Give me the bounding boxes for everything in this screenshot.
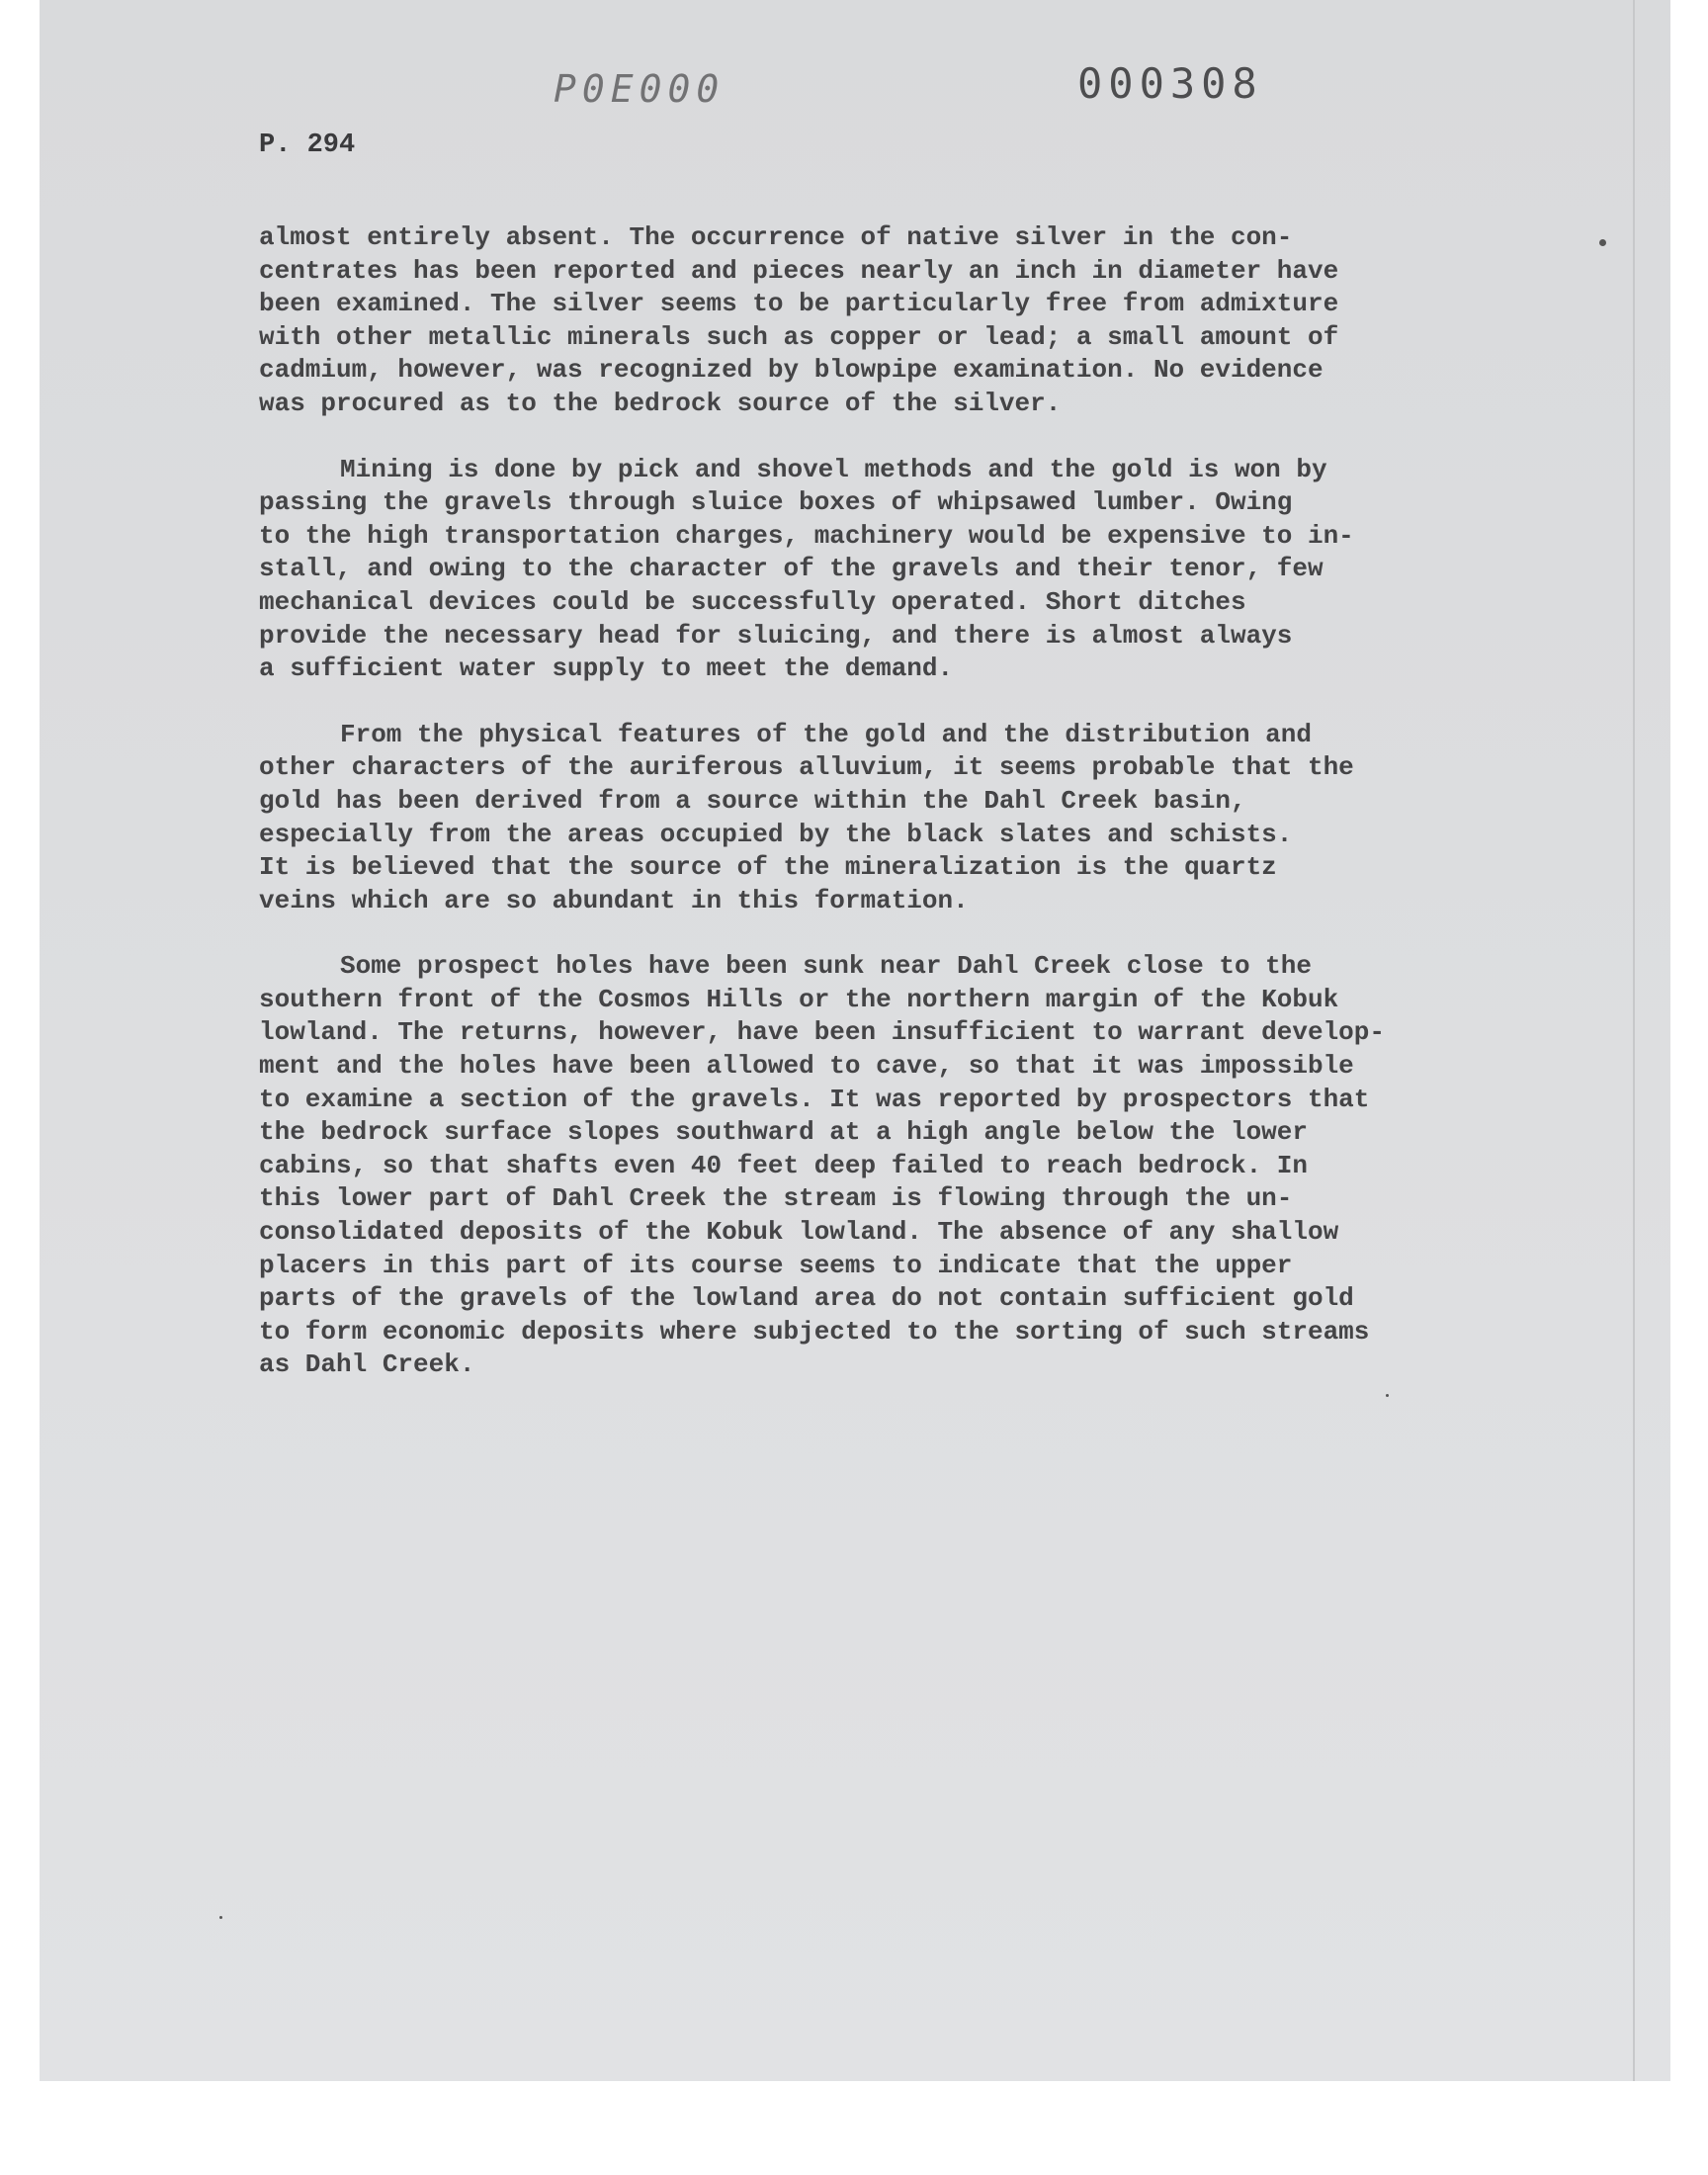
text-line: especially from the areas occupied by the black slates and schists. [259,819,1293,849]
text-line: to the high transportation charges, machinery would be expensive to in- [259,520,1354,551]
document-body [259,221,1485,1415]
text-line: passing the gravels through sluice boxes of whipsawed lumber. Owing [259,487,1293,518]
text-line: other characters of the auriferous alluvium, it seems probable that the [259,752,1354,783]
paragraph-3 [259,719,1485,918]
text-line: mechanical devices could be successfully operated. Short ditches [259,586,1246,617]
text-line: gold has been derived from a source within the Dahl Creek basin, [259,785,1246,816]
paragraph-2 [259,454,1485,686]
text-line: provide the necessary head for sluicing, and there is almost always [259,620,1293,651]
text-line: was procured as to the bedrock source of the silver. [259,388,1062,418]
document-stamp-left: P0E000 [554,67,726,111]
scan-speck [1386,1394,1389,1397]
paragraph-4 [259,950,1485,1382]
text-line: southern front of the Cosmos Hills or the northern margin of the Kobuk [259,984,1339,1014]
text-line: consolidated deposits of the Kobuk lowland. The absence of any shallow [259,1217,1339,1248]
text-line: veins which are so abundant in this formation. [259,885,969,915]
text-line: cadmium, however, was recognized by blowpipe examination. No evidence [259,355,1324,386]
scan-speck [1599,239,1606,246]
paragraph-1 [259,221,1485,421]
text-line: lowland. The returns, however, have been insufficient to warrant develop- [259,1017,1385,1048]
text-line: to examine a section of the gravels. It was reported by prospectors that [259,1084,1370,1114]
text-line: ment and the holes have been allowed to cave, so that it was impossible [259,1051,1354,1082]
text-line: with other metallic minerals such as copper or lead; a small amount of [259,321,1339,352]
text-line: almost entirely absent. The occurrence of native silver in the con- [259,222,1293,252]
text-line: a sufficient water supply to meet the demand. [259,653,954,684]
page-reference: P. 294 [259,130,356,160]
text-line: From the physical features of the gold and the distribution and [340,719,1312,749]
page-edge [1633,0,1635,2081]
scan-speck [219,1916,222,1919]
text-line: Some prospect holes have been sunk near Dahl Creek close to the [340,951,1312,982]
text-line: parts of the gravels of the lowland area do not contain sufficient gold [259,1283,1354,1314]
document-stamp-right: 000308 [1077,59,1263,108]
text-line: centrates has been reported and pieces nearly an inch in diameter have [259,255,1339,286]
text-line: the bedrock surface slopes southward at a high angle below the lower [259,1117,1308,1148]
text-line: this lower part of Dahl Creek the stream is flowing through the un- [259,1183,1293,1214]
text-line: been examined. The silver seems to be particularly free from admixture [259,289,1339,319]
text-line: to form economic deposits where subjected to the sorting of such streams [259,1316,1370,1347]
text-line: Mining is done by pick and shovel methods and the gold is won by [340,454,1327,484]
text-line: stall, and owing to the character of the gravels and their tenor, few [259,554,1324,584]
text-line: placers in this part of its course seems to indicate that the upper [259,1250,1293,1280]
text-line: cabins, so that shafts even 40 feet deep failed to reach bedrock. In [259,1150,1308,1180]
text-line: It is believed that the source of the mineralization is the quartz [259,852,1277,883]
text-line: as Dahl Creek. [259,1349,475,1380]
